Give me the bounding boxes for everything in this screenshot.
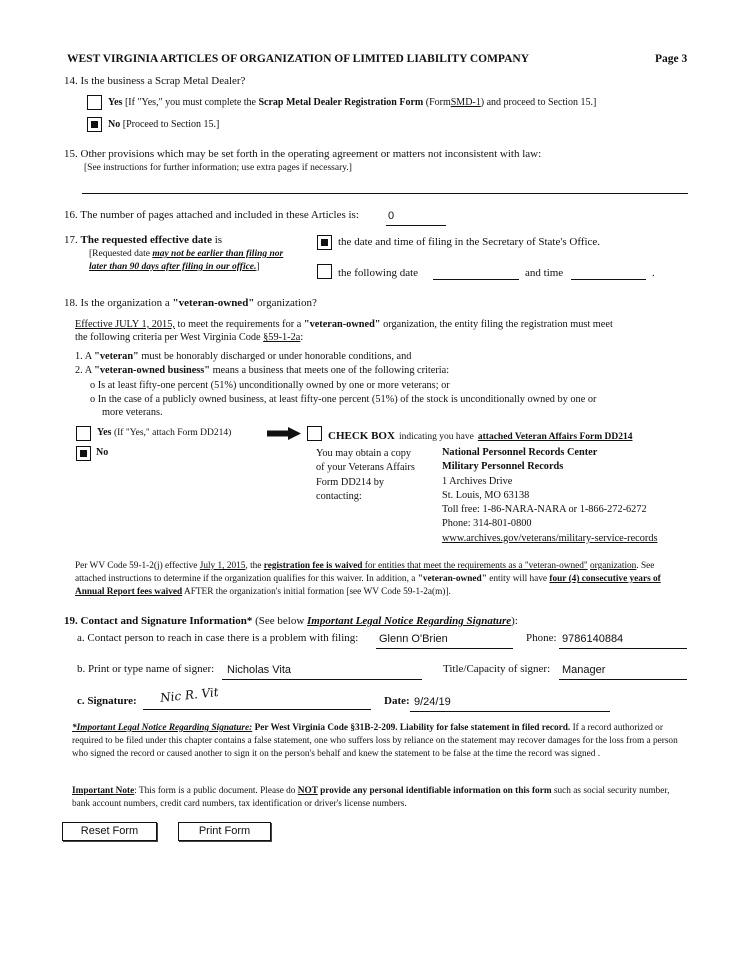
q17-note-line1	[89, 249, 283, 259]
q18-c1-bold: "veteran"	[94, 351, 139, 362]
q19-date-value[interactable]: 9/24/19	[414, 696, 451, 708]
q17-note-emph1: may not be earlier than filing nor	[152, 249, 284, 259]
q18-intro-line2	[75, 332, 303, 343]
q17-label-bold: The requested effective date	[80, 234, 212, 246]
records-center-phone: Phone: 314-801-0800	[442, 518, 532, 530]
q18-copy-line: of your Veterans Affairs	[316, 462, 415, 474]
q19-contact-value[interactable]: Glenn O'Brien	[379, 633, 448, 645]
q18-yes-label: Yes	[97, 427, 112, 438]
q18-c2-bold: "veteran-owned business"	[94, 365, 211, 376]
q16-question: 16. The number of pages attached and included in these Articles is:	[64, 209, 359, 221]
q15-note: [See instructions for further information; use extra pages if necessary.]	[84, 163, 352, 173]
q18-dd214-checkbox[interactable]	[307, 426, 322, 441]
q17-time-input[interactable]	[571, 279, 646, 280]
records-center-contact	[442, 446, 657, 546]
page-number: Page 3	[655, 53, 688, 65]
q19-phone-line	[559, 648, 687, 649]
important-note-not: NOT	[297, 786, 318, 796]
q19-title-bold: 19. Contact and Signature Information*	[64, 615, 253, 627]
q17-filing-date-checkbox[interactable]	[317, 235, 332, 250]
important-note-e: such as social security number, bank account numbers, credit card numbers, tax identification or driver's license numbers.	[72, 786, 670, 809]
q17-note-emph2: later than 90 days after filing in our office.	[89, 262, 257, 272]
q14-smd-link[interactable]: SMD-1	[450, 97, 481, 108]
fee-note-g: . See attached instructions to determine if the organization qualifies for this waiver. In addition, a	[75, 561, 655, 585]
q19-date-line	[410, 711, 610, 712]
q19-title-see: (See below	[252, 615, 308, 627]
q19-signer-value[interactable]: Nicholas Vita	[227, 664, 291, 676]
legal-notice-body: If a record authorized or required to be filed under this chapter contains a false statement, one who suffers loss by reliance on the statement may recover damages for the loss from a person who signed the record or caused another to sign it on the person's behalf and knew the statement to be false at the time the record was signed .	[72, 723, 678, 759]
q14-no-label: No	[108, 119, 121, 130]
q18-criteria-1	[75, 351, 411, 362]
q19-signer-line	[222, 679, 422, 680]
q18-copy-instructions	[316, 447, 415, 504]
q15-input-line[interactable]	[82, 193, 688, 194]
signature-image: Nic R. Vit	[159, 684, 220, 706]
important-note-b: : This form is a public document. Please do	[134, 786, 298, 796]
q18-criteria-2	[75, 365, 449, 376]
records-center-tollfree: Toll free: 1-86-NARA-NARA or 1-866-272-6272	[442, 504, 647, 516]
q19-phone-value[interactable]: 9786140884	[562, 633, 624, 645]
q18-question-bold: "veteran-owned"	[172, 297, 255, 309]
q19-contact-line	[376, 648, 513, 649]
q18-dd214-text	[328, 426, 633, 444]
q17-following-date-checkbox[interactable]	[317, 264, 332, 279]
q18-criteria-2-ii: o In the case of a publicly owned business, at least fifty-one percent (51%) of the stock is unconditionally owned by one or	[90, 394, 597, 405]
q18-yes-text	[97, 427, 231, 438]
q18-intro-bold: "veteran-owned"	[303, 319, 381, 330]
q19-title-capacity-label: Title/Capacity of signer:	[443, 663, 551, 675]
q14-no-text	[108, 119, 219, 130]
q18-code-link[interactable]: §59-1-2a	[263, 332, 301, 343]
q18-c1-a: 1. A	[75, 351, 95, 362]
fee-note-annual: four (4) consecutive years of Annual Report fees waived	[75, 574, 661, 598]
q17-period: .	[652, 267, 655, 279]
q17-option1-label: the date and time of filing in the Secretary of State's Office.	[338, 236, 601, 248]
q18-question-end: organization?	[257, 297, 317, 309]
records-center-url[interactable]: www.archives.gov/veterans/military-service-records	[442, 532, 658, 544]
q18-no-label: No	[96, 447, 109, 458]
fee-note-f: organization	[590, 561, 637, 571]
q18-copy-line: Form DD214 by	[316, 476, 385, 488]
reset-form-button[interactable]: Reset Form	[62, 822, 157, 841]
q14-yes-checkbox[interactable]	[87, 95, 102, 110]
q14-yes-note: [If "Yes," you must complete the	[124, 97, 256, 108]
q18-c2-c: means a business that meets one of the following criteria:	[210, 365, 450, 376]
q19-signer-label: b. Print or type name of signer:	[77, 663, 215, 675]
print-form-button[interactable]: Print Form	[178, 822, 271, 841]
q18-criteria-2-ii-b: more veterans.	[102, 407, 163, 418]
fee-note-k: AFTER the organization's initial formation [see WV Code 59-1-2a(m)].	[182, 587, 451, 598]
fee-note-i: entity will have	[486, 574, 548, 585]
important-note-title: Important Note	[72, 786, 135, 796]
q19-contact-label: a. Contact person to reach in case there is a problem with filing:	[77, 632, 359, 644]
q14-no-note: [Proceed to Section 15.]	[122, 119, 220, 130]
q18-no-checkbox[interactable]	[76, 446, 91, 461]
q18-question	[64, 297, 317, 309]
q18-yes-note: (If "Yes," attach Form DD214)	[113, 428, 232, 438]
q17-note-line2	[89, 262, 260, 272]
q17-and-time-label: and time	[525, 267, 564, 279]
q19-phone-label: Phone:	[526, 632, 557, 644]
q16-pages-line	[386, 225, 446, 226]
q17-note-close: ]	[256, 262, 260, 272]
q18-check-box-note: indicating you have	[398, 432, 474, 442]
q18-intro-line1	[75, 319, 613, 330]
important-note	[72, 785, 686, 811]
q14-yes-text	[108, 97, 596, 108]
q19-signature-line[interactable]	[143, 709, 371, 710]
q19-signature-label: c. Signature:	[77, 695, 137, 707]
q14-smd-form-name: Scrap Metal Dealer Registration Form	[258, 97, 424, 108]
q17-label-is: is	[214, 234, 223, 246]
legal-notice-code: Per West Virginia Code §31B-2-209. Liability for false statement in filed record.	[252, 723, 571, 733]
legal-notice-title: *Important Legal Notice Regarding Signature:	[72, 723, 253, 733]
q18-copy-line: contacting:	[316, 490, 362, 502]
q19-title	[64, 615, 518, 627]
q18-criteria-2-i: o Is at least fifty-one percent (51%) unconditionally owned by one or more veterans; or	[90, 380, 450, 391]
q18-yes-checkbox[interactable]	[76, 426, 91, 441]
q18-c1-c: must be honorably discharged or under honorable conditions, and	[138, 351, 412, 362]
q14-yes-note-end: ) and proceed to Section 15.]	[480, 97, 597, 108]
fee-note-e: for entities that meet the requirements as a "veteran-owned"	[362, 561, 588, 571]
arrow-right-icon	[267, 427, 301, 440]
form-title: WEST VIRGINIA ARTICLES OF ORGANIZATION OF LIMITED LIABILITY COMPANY	[67, 53, 530, 65]
q16-pages-value[interactable]: 0	[388, 210, 395, 222]
records-center-sub: Military Personnel Records	[442, 461, 564, 473]
fee-note-a: Per WV Code 59-1-2(j) effective	[75, 561, 200, 571]
fee-waiver-note	[75, 560, 687, 600]
q14-question: 14. Is the business a Scrap Metal Dealer?	[64, 75, 246, 87]
q18-intro2-c: :	[300, 332, 304, 343]
fee-note-waived: registration fee is waived	[263, 561, 363, 571]
q17-number: 17.	[64, 234, 78, 246]
q17-label	[64, 234, 222, 246]
q14-yes-note-form: (Form	[425, 97, 451, 108]
q19-title-capacity-value[interactable]: Manager	[562, 664, 606, 676]
fee-note-h: "veteran-owned"	[417, 574, 487, 585]
q17-date-input[interactable]	[433, 279, 519, 280]
q14-yes-label: Yes	[108, 97, 123, 108]
q19-date-label: Date:	[384, 695, 410, 707]
fee-note-date: July 1, 2015	[199, 561, 246, 571]
q18-intro2-a: the following criteria per West Virginia Code	[75, 332, 264, 343]
q18-copy-line: You may obtain a copy	[316, 448, 412, 459]
q18-check-box-form: attached Veteran Affairs Form DD214	[477, 432, 633, 442]
q15-question: 15. Other provisions which may be set forth in the operating agreement or matters not inconsistent with law:	[64, 148, 542, 160]
q19-title-notice: Important Legal Notice Regarding Signature	[307, 615, 512, 627]
q18-c2-a: 2. A	[75, 365, 95, 376]
q19-title-capacity-line	[559, 679, 687, 680]
q17-option2-label: the following date	[338, 267, 419, 279]
q14-no-checkbox[interactable]	[87, 117, 102, 132]
q18-effective-date: Effective JULY 1, 2015,	[75, 319, 175, 330]
fee-note-c: , the	[245, 561, 264, 571]
q18-intro-c: organization, the entity filing the registration must meet	[380, 319, 613, 330]
records-center-name: National Personnel Records Center	[442, 447, 598, 458]
q18-question-start: 18. Is the organization a	[64, 297, 170, 309]
legal-notice	[72, 722, 686, 760]
q17-note-prefix: [Requested date	[89, 249, 150, 259]
important-note-d: provide any personal identifiable information on this form	[317, 786, 552, 796]
records-center-address2: St. Louis, MO 63138	[442, 489, 530, 501]
q18-intro-a: to meet the requirements for a	[174, 319, 304, 330]
q18-check-box-label: CHECK BOX	[328, 430, 395, 442]
q19-title-end: ):	[511, 615, 518, 627]
records-center-address1: 1 Archives Drive	[442, 475, 513, 487]
